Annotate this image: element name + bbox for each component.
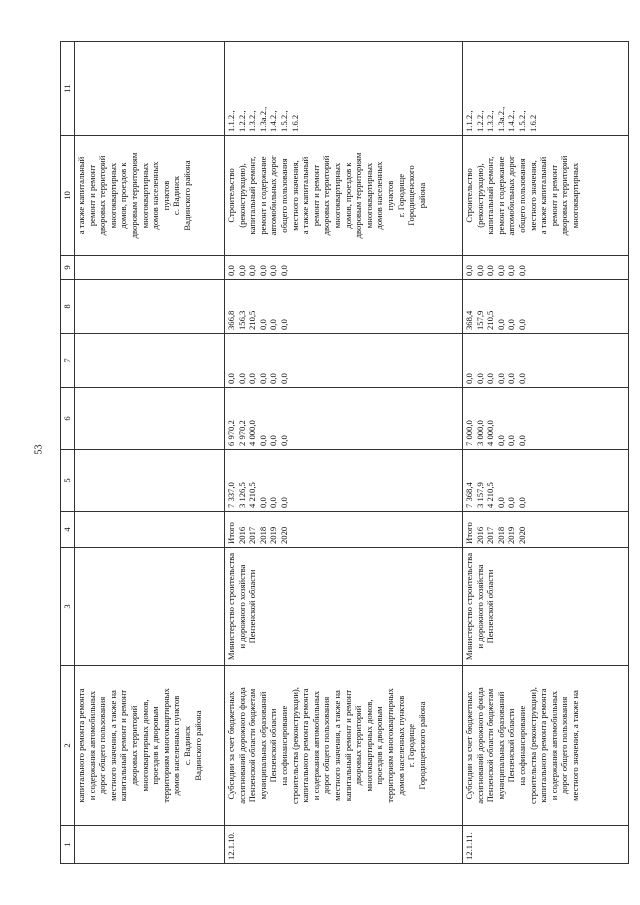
amount-other-value: 0,0 xyxy=(506,265,517,276)
executor xyxy=(75,548,225,666)
amount-regional-value: 7 000,0 xyxy=(464,420,474,446)
amount-federal-value: 0,0 xyxy=(485,373,496,384)
header-cell: 5 xyxy=(61,450,75,512)
year-value: Итого xyxy=(226,522,236,544)
amount-other-value: 0,0 xyxy=(257,265,268,276)
target-indicators: 1.1.2., 1.2.2., 1.3.2., 1.3а.2., 1.4.2., 1.5.2., 1.6.2 xyxy=(225,42,463,136)
amount-regional xyxy=(75,388,225,450)
amount-federal-value: 0,0 xyxy=(278,373,289,384)
year xyxy=(75,512,225,548)
amount-other-value: 0,0 xyxy=(474,265,485,276)
amount-other xyxy=(225,256,463,280)
amount-regional xyxy=(463,388,629,450)
amount-total-value: 4 210,5 xyxy=(247,482,258,508)
header-cell: 3 xyxy=(61,548,75,666)
amount-other-value: 0,0 xyxy=(485,265,496,276)
amount-total xyxy=(75,450,225,512)
amount-total-value: 7 368,4 xyxy=(464,482,474,508)
year-value: 2017 xyxy=(247,526,258,544)
amount-regional-value: 3 000,0 xyxy=(474,420,485,446)
rotated-table-container xyxy=(60,42,620,864)
expected-result: Строительство (реконструкцию), капитальный ремонт, ремонт и содержание автомобильных дорог общего пользования местного значения, а также капитальный ремонт и ремонт дворовых территорий многоквартирных домов, проездов к дворовым территориям многоквартирных домов населенных пунктов г. Городище Городищенского района xyxy=(225,136,463,256)
amount-federal-value: 0,0 xyxy=(247,373,258,384)
amount-local-value: 0,0 xyxy=(495,319,506,330)
amount-regional xyxy=(225,388,463,450)
target-indicators: 1.1.2., 1.2.2., 1.3.2., 1.3а.2., 1.4.2., 1.5.2., 1.6.2 xyxy=(463,42,629,136)
amount-other xyxy=(463,256,629,280)
amount-total-value: 3 157,9 xyxy=(474,482,485,508)
program-table xyxy=(60,41,629,864)
measure-name: Субсидии за счет бюджетных ассигнований дорожного фонда Пензенской области бюджетам муниципальных образований Пензенской области на софинансирование строительства (реконструкции), капитального ремонта ремонта и содержания автомобильных дорог общего пользования местного значения, а также на xyxy=(463,666,629,826)
amount-regional-value: 0,0 xyxy=(257,435,268,446)
amount-federal xyxy=(75,334,225,388)
table-row xyxy=(225,42,463,864)
amount-local-value: 157,9 xyxy=(474,310,485,330)
amount-federal-value: 0,0 xyxy=(257,373,268,384)
amount-other-value: 0,0 xyxy=(268,265,279,276)
header-row xyxy=(61,42,75,864)
amount-local-value: 0,0 xyxy=(268,319,279,330)
year-value: 2017 xyxy=(485,526,496,544)
year-value: Итого xyxy=(464,522,474,544)
year-value: 2020 xyxy=(516,526,527,544)
amount-federal-value: 0,0 xyxy=(506,373,517,384)
amount-federal-value: 0,0 xyxy=(474,373,485,384)
amount-federal-value: 0,0 xyxy=(268,373,279,384)
amount-total-value: 7 337,0 xyxy=(226,482,236,508)
header-cell: 1 xyxy=(61,826,75,864)
amount-other-value: 0,0 xyxy=(226,265,236,276)
amount-federal-value: 0,0 xyxy=(516,373,527,384)
amount-other-value: 0,0 xyxy=(464,265,474,276)
header-cell: 2 xyxy=(61,666,75,826)
measure-name: Субсидии за счет бюджетных ассигнований дорожного фонда Пензенской области бюджетам муниципальных образований Пензенской области на софинансирование строительства (реконструкции), капитального ремонта ремонта и содержания автомобильных дорог общего пользования местного значения, а также на капитальный ремонт и ремонт дворовых территорий многоквартирных домов, проездов к дворовым территориям многоквартирных домов населенных пунктов г. Городище Городищенского района xyxy=(225,666,463,826)
amount-regional-value: 0,0 xyxy=(268,435,279,446)
amount-regional-value: 6 970,2 xyxy=(226,420,236,446)
amount-other-value: 0,0 xyxy=(236,265,247,276)
amount-regional-value: 4 000,0 xyxy=(485,420,496,446)
header-cell: 8 xyxy=(61,280,75,334)
table-row xyxy=(463,42,629,864)
amount-local-value: 368,4 xyxy=(464,310,474,330)
expected-result: а также капитальный ремонт и ремонт дворовых территорий многоквартирных домов, проездов к дворовым территориям многоквартирных домов населенных пунктов с. Вадинск Вадинского района xyxy=(75,136,225,256)
amount-regional-value: 0,0 xyxy=(516,435,527,446)
amount-regional-value: 0,0 xyxy=(495,435,506,446)
target-indicators xyxy=(75,42,225,136)
amount-total-value: 0,0 xyxy=(257,497,268,508)
amount-total-value: 4 210,5 xyxy=(485,482,496,508)
amount-local xyxy=(225,280,463,334)
amount-other xyxy=(75,256,225,280)
amount-total-value: 3 126,5 xyxy=(236,482,247,508)
row-number: 12.1.11. xyxy=(463,826,629,864)
amount-other-value: 0,0 xyxy=(516,265,527,276)
measure-name: капитального ремонта ремонта и содержания автомобильных дорог общего пользования местного значения, а также на капитальный ремонт и ремонт дворовых территорий многоквартирных домов, проездов к дворовым территориям многоквартирных домов населенных пунктов с. Вадинск Вадинского района xyxy=(75,666,225,826)
year-value: 2016 xyxy=(474,526,485,544)
amount-local xyxy=(75,280,225,334)
amount-local xyxy=(463,280,629,334)
amount-local-value: 0,0 xyxy=(516,319,527,330)
year xyxy=(463,512,629,548)
amount-local-value: 0,0 xyxy=(257,319,268,330)
year-value: 2019 xyxy=(506,526,517,544)
table-row xyxy=(75,42,225,864)
header-cell: 4 xyxy=(61,512,75,548)
amount-regional-value: 0,0 xyxy=(278,435,289,446)
amount-other-value: 0,0 xyxy=(278,265,289,276)
expected-result: Строительство (реконструкцию), капитальный ремонт, ремонт и содержание автомобильных дорог общего пользования местного значения, а также капитальный ремонт и ремонт дворовых территорий многоквартирных xyxy=(463,136,629,256)
page-number: 53 xyxy=(33,444,45,455)
amount-total-value: 0,0 xyxy=(278,497,289,508)
year-value: 2016 xyxy=(236,526,247,544)
year-value: 2019 xyxy=(268,526,279,544)
amount-other-value: 0,0 xyxy=(247,265,258,276)
amount-federal-value: 0,0 xyxy=(236,373,247,384)
header-cell: 9 xyxy=(61,256,75,280)
header-cell: 7 xyxy=(61,334,75,388)
amount-local-value: 210,5 xyxy=(247,310,258,330)
amount-total-value: 0,0 xyxy=(495,497,506,508)
year-value: 2018 xyxy=(495,526,506,544)
header-cell: 11 xyxy=(61,42,75,136)
executor: Министерство строительства и дорожного хозяйства Пензенской области xyxy=(225,548,463,666)
amount-total-value: 0,0 xyxy=(268,497,279,508)
amount-regional-value: 0,0 xyxy=(506,435,517,446)
row-number xyxy=(75,826,225,864)
year xyxy=(225,512,463,548)
header-cell: 6 xyxy=(61,388,75,450)
amount-local-value: 210,5 xyxy=(485,310,496,330)
year-value: 2020 xyxy=(278,526,289,544)
executor: Министерство строительства и дорожного хозяйства Пензенской области xyxy=(463,548,629,666)
row-number: 12.1.10. xyxy=(225,826,463,864)
amount-federal xyxy=(225,334,463,388)
header-cell: 10 xyxy=(61,136,75,256)
amount-federal xyxy=(463,334,629,388)
amount-total-value: 0,0 xyxy=(516,497,527,508)
amount-total-value: 0,0 xyxy=(506,497,517,508)
amount-federal-value: 0,0 xyxy=(495,373,506,384)
amount-regional-value: 4 000,0 xyxy=(247,420,258,446)
amount-local-value: 0,0 xyxy=(506,319,517,330)
amount-total xyxy=(463,450,629,512)
amount-regional-value: 2 970,2 xyxy=(236,420,247,446)
year-value: 2018 xyxy=(257,526,268,544)
amount-total xyxy=(225,450,463,512)
amount-local-value: 156,3 xyxy=(236,310,247,330)
amount-federal-value: 0,0 xyxy=(464,373,474,384)
amount-federal-value: 0,0 xyxy=(226,373,236,384)
amount-local-value: 0,0 xyxy=(278,319,289,330)
amount-other-value: 0,0 xyxy=(495,265,506,276)
amount-local-value: 366,8 xyxy=(226,310,236,330)
